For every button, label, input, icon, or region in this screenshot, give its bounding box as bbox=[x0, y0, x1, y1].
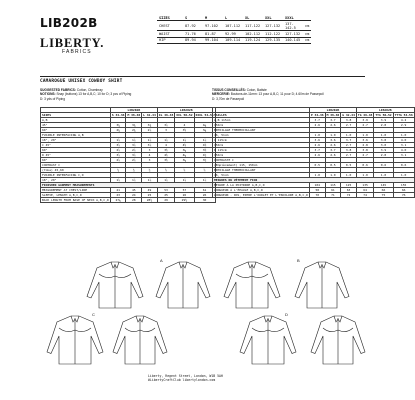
left-cell: 3 bbox=[142, 148, 158, 153]
right-cell: 155 bbox=[393, 183, 414, 188]
view-c-back-collar bbox=[136, 316, 144, 322]
left-section-label: FINISHED GARMENT MEASUREMENTS bbox=[41, 183, 216, 188]
left-cell: (Yoke) 45,60 bbox=[41, 168, 111, 173]
view-a-back-outline bbox=[156, 262, 210, 308]
brand-sub: FABRICS bbox=[62, 49, 92, 55]
left-cell: 2⅞ bbox=[126, 148, 142, 153]
left-cell: S 34-36 bbox=[111, 113, 125, 117]
view-label-b: B bbox=[297, 258, 300, 263]
size-chart-cell: 99-104 bbox=[203, 37, 223, 43]
left-cell: 4⅛ bbox=[157, 153, 174, 158]
view-a-front-outline bbox=[87, 262, 143, 308]
left-cell: 3⅛ bbox=[157, 158, 174, 163]
left-cell: 2¾ bbox=[126, 128, 142, 133]
right-cell: G 42-44 bbox=[342, 113, 355, 117]
right-cell: 2.7 bbox=[341, 143, 357, 148]
left-cell: C 45" bbox=[41, 143, 111, 148]
pattern-title: CAMAROGUE UNISEX COWBOY SHIRT bbox=[40, 79, 123, 84]
right-cell: 145 bbox=[374, 183, 393, 188]
right-row bbox=[213, 193, 415, 198]
left-cell: 1⅞ bbox=[194, 178, 215, 183]
left-cell: 4 bbox=[157, 143, 174, 148]
left-cell: ⅝ bbox=[175, 168, 194, 173]
left-cell: 26 bbox=[175, 193, 194, 198]
left-cell: 3¼ bbox=[175, 158, 194, 163]
right-cell: 1.0 bbox=[341, 173, 357, 178]
right-cell: 0.6 bbox=[356, 163, 373, 168]
right-cell: 2.6 bbox=[325, 143, 341, 148]
size-chart bbox=[157, 15, 311, 44]
right-cell: 2.6 bbox=[325, 153, 341, 158]
view-a-back-collar bbox=[179, 262, 187, 268]
left-cell: XXL 50-52 bbox=[176, 113, 193, 117]
size-chart-cell: 127-132 bbox=[263, 21, 283, 31]
right-table bbox=[212, 107, 415, 198]
right-cell: 1.0 bbox=[356, 133, 373, 138]
left-cell: 1⅞ bbox=[175, 138, 194, 143]
right-cell: 75 bbox=[374, 193, 393, 198]
view-label-c: C bbox=[92, 312, 95, 317]
footer bbox=[148, 374, 223, 383]
left-cell: MEASUREMENT AT CHEST/LINE bbox=[41, 188, 111, 193]
left-cell: 1⅞ bbox=[175, 178, 194, 183]
view-c-front bbox=[47, 316, 103, 364]
right-cell: 66 bbox=[393, 188, 414, 193]
size-chart-cell: 89-94 bbox=[183, 37, 203, 43]
left-cell: 3¼ bbox=[175, 148, 194, 153]
suggested-fabrics: Cotton, Chambray bbox=[76, 88, 103, 92]
left-cell: 3¾ bbox=[126, 123, 142, 128]
size-chart-cell: 117-122 bbox=[243, 21, 263, 31]
size-chart-cell: L bbox=[223, 15, 243, 21]
notions-extra: D: 3 yds of Piping bbox=[40, 96, 65, 101]
right-cell: 3.8 bbox=[356, 148, 373, 153]
left-cell: 3⅞ bbox=[110, 143, 126, 148]
left-cell: 29 bbox=[157, 198, 174, 203]
title-rule bbox=[40, 76, 365, 77]
view-d-front-yoke bbox=[252, 328, 284, 332]
view-c-front-outline bbox=[47, 316, 103, 364]
right-cell: 1.0 bbox=[393, 133, 414, 138]
size-chart-cell: XXXL bbox=[283, 15, 303, 21]
right-cell: 4.0 bbox=[393, 148, 414, 153]
size-chart-cell: WAIST bbox=[157, 31, 183, 37]
right-cell: 70 bbox=[309, 193, 325, 198]
left-cell: 57 bbox=[175, 188, 194, 193]
right-cell: 1.0 bbox=[309, 133, 325, 138]
right-cell: LONGUEUR - DOS, ENTRE L'OURLET ET L'ENCOLURE A,B,C,D bbox=[214, 193, 308, 197]
right-cell: TTTG 54-56 bbox=[394, 113, 413, 117]
view-d-front-outline bbox=[240, 316, 296, 364]
right-cell: 61 bbox=[325, 188, 341, 193]
left-cell: 3⅞ bbox=[110, 153, 126, 158]
view-c-back-outline bbox=[113, 316, 167, 364]
view-b-front-yoke bbox=[236, 274, 268, 278]
size-chart-cell: cm bbox=[305, 31, 310, 36]
right-cell: 1.0 bbox=[325, 133, 341, 138]
view-a-front-yoke bbox=[99, 274, 131, 278]
right-cell: ENTOILAGE THERMOCOLLANT bbox=[213, 128, 310, 133]
left-cell: 28 bbox=[126, 198, 142, 203]
left-cell: 4¼ bbox=[194, 123, 215, 128]
right-cell: 3.7 bbox=[325, 118, 341, 123]
view-c-back bbox=[113, 316, 167, 364]
right-cell: 150cm bbox=[213, 123, 310, 128]
size-chart-cell: 81-87 bbox=[203, 31, 223, 37]
right-cell: 3.6 bbox=[309, 138, 325, 143]
size-chart-cell: SIZES bbox=[157, 15, 183, 21]
left-cell: 4½ bbox=[194, 153, 215, 158]
right-cell: CONTRASTE C bbox=[213, 158, 310, 163]
left-cell: M 38-40 bbox=[127, 113, 141, 117]
view-d-back-outline bbox=[311, 316, 365, 364]
size-chart-cell: 87-92 bbox=[183, 21, 203, 31]
left-row bbox=[41, 198, 216, 203]
right-cell: 2.7 bbox=[356, 123, 373, 128]
size-chart-cell: 129-135 bbox=[263, 37, 283, 43]
right-cell: P 34-36 bbox=[310, 113, 324, 117]
size-chart-row bbox=[157, 37, 311, 43]
left-cell: 4⅛ bbox=[175, 143, 194, 148]
right-cell: (Empiècement) 115, 150cm bbox=[213, 163, 310, 168]
left-cell: 26 bbox=[194, 193, 215, 198]
size-chart-cell: 97-102 bbox=[203, 21, 223, 31]
left-cell: 3¾ bbox=[142, 123, 158, 128]
right-cell: 2.9 bbox=[393, 123, 414, 128]
left-cell: 3¼ bbox=[194, 128, 215, 133]
size-chart-row bbox=[157, 21, 311, 31]
left-cell: 18", 20" bbox=[41, 138, 111, 143]
view-d-front-collar bbox=[264, 316, 272, 322]
left-cell: XL 46-48 bbox=[158, 113, 174, 117]
left-cell: 61 bbox=[194, 188, 215, 193]
view-a-front-collar bbox=[111, 262, 119, 268]
view-b-back-outline bbox=[295, 262, 349, 308]
view-b-front bbox=[224, 262, 280, 308]
left-cell: 4⅜ bbox=[194, 143, 215, 148]
left-cell: SLEEVE, LENGTH A,B,C,D bbox=[41, 193, 111, 198]
right-cell: 46, 51cm bbox=[213, 133, 310, 138]
view-b-back-collar bbox=[318, 262, 326, 268]
left-cell: 1⅞ bbox=[110, 138, 126, 143]
left-cell: 3¾ bbox=[110, 123, 126, 128]
left-cell: 1⅞ bbox=[110, 178, 126, 183]
right-cell: 2.7 bbox=[341, 153, 357, 158]
fabrics-french bbox=[212, 88, 372, 101]
left-cell: FUSIBLE INTERFACING C,D bbox=[41, 173, 111, 178]
right-cell: 63 bbox=[341, 188, 357, 193]
left-cell: 25 bbox=[157, 193, 174, 198]
right-cell: 72 bbox=[341, 193, 357, 198]
right-cell: 2.6 bbox=[309, 123, 325, 128]
left-cell: 3⅞ bbox=[126, 153, 142, 158]
right-cell: 3.8 bbox=[341, 118, 357, 123]
left-cell: 60" bbox=[41, 148, 111, 153]
right-cell: 3.7 bbox=[341, 138, 357, 143]
right-cell: 3.9 bbox=[374, 118, 393, 123]
right-cell: 1.0 bbox=[393, 173, 414, 178]
right-cell: 64 bbox=[356, 188, 373, 193]
suggested-fabrics-label: SUGGESTED FABRICS: bbox=[40, 88, 76, 92]
size-chart-cell: 119-124 bbox=[243, 37, 263, 43]
left-cell: 25 bbox=[142, 193, 158, 198]
size-chart-cell: CHEST bbox=[157, 21, 183, 31]
right-cell: 0.5 bbox=[309, 163, 325, 168]
notions-fr-label: MERCERIE: bbox=[212, 92, 230, 97]
right-cell: 2.6 bbox=[325, 123, 341, 128]
size-chart-cell: XL bbox=[243, 15, 263, 21]
size-chart-cell: cm bbox=[303, 21, 311, 31]
view-b-front-collar bbox=[248, 262, 256, 268]
brand-logo bbox=[40, 36, 104, 55]
left-cell: 18", 20" bbox=[41, 178, 111, 183]
right-cell: 2.6 bbox=[309, 143, 325, 148]
notions-fr: Boutons-de-11mm: 13 pour A,B,C; 11 pour D; 4.60m de Passepoil bbox=[230, 92, 324, 97]
left-cell: 1⅞ bbox=[142, 138, 158, 143]
left-cell: 2⅞ bbox=[142, 128, 158, 133]
left-cell: 28½ bbox=[142, 198, 158, 203]
right-cell: 2.8 bbox=[374, 123, 393, 128]
left-cell: 3⅛ bbox=[175, 128, 194, 133]
right-cell: 2.6 bbox=[309, 153, 325, 158]
fabrics-english bbox=[40, 88, 190, 101]
right-cell: 3.9 bbox=[374, 148, 393, 153]
left-cell: 1⅞ bbox=[126, 178, 142, 183]
footer-links: #LibertyCraftClub libertylondon.com bbox=[148, 378, 216, 383]
right-cell: 0.5 bbox=[325, 163, 341, 168]
left-cell: CONTRAST C bbox=[41, 163, 111, 168]
right-cell: TAILLES bbox=[213, 113, 310, 118]
size-chart-cell: 71-76 bbox=[183, 31, 203, 37]
left-cell: 49 bbox=[142, 188, 158, 193]
left-cell: 4 bbox=[142, 153, 158, 158]
left-cell: ½ bbox=[142, 168, 158, 173]
left-cell: BACK LENGTH FROM BASE OF NECK A,B,C,D bbox=[42, 198, 109, 202]
left-cell: ½ bbox=[110, 168, 126, 173]
notions: Snap (buttons) 13 for A,B,C; 10 for D; 3 pcs of Piping bbox=[56, 92, 132, 97]
right-cell: 74 bbox=[356, 193, 373, 198]
right-cell: A,B 115cm bbox=[213, 118, 310, 123]
size-chart-cell: 107-112 bbox=[223, 21, 243, 31]
left-cell: 24 bbox=[126, 193, 142, 198]
right-cell: 3.7 bbox=[325, 148, 341, 153]
left-cell: 2⅞ bbox=[110, 158, 126, 163]
left-cell: 3⅛ bbox=[157, 148, 174, 153]
size-chart-cell: S bbox=[183, 15, 203, 21]
notions-fr-extra: D: 3,70m de Passepoil bbox=[212, 96, 245, 101]
right-cell: 3.9 bbox=[356, 118, 373, 123]
right-cell: 3.7 bbox=[309, 118, 325, 123]
view-b-back bbox=[295, 262, 349, 308]
view-label-a: A bbox=[160, 258, 163, 263]
left-cell: 30 bbox=[194, 198, 215, 203]
notions-label: NOTIONS: bbox=[40, 92, 56, 97]
left-cell: 27¼ bbox=[110, 198, 126, 203]
left-cell: ½ bbox=[126, 168, 142, 173]
right-cell: M 38-40 bbox=[326, 113, 340, 117]
right-cell: 2.7 bbox=[356, 153, 373, 158]
view-a-front bbox=[87, 262, 143, 308]
left-cell: 4 bbox=[175, 123, 194, 128]
left-cell: 2⅞ bbox=[110, 148, 126, 153]
left-cell: 23 bbox=[110, 193, 126, 198]
right-cell: 3.1 bbox=[393, 153, 414, 158]
view-c-back-yoke bbox=[125, 328, 155, 332]
left-cell: 3⅞ bbox=[142, 143, 158, 148]
right-cell: 1.0 bbox=[341, 133, 357, 138]
right-cell: 0.6 bbox=[374, 163, 393, 168]
left-cell: D 45" bbox=[41, 153, 111, 158]
size-chart-cell: 102-112 bbox=[243, 31, 263, 37]
view-c-front-collar bbox=[71, 316, 79, 322]
right-cell: 46, 51cm bbox=[213, 173, 310, 178]
right-cell: 3.6 bbox=[325, 138, 341, 143]
left-cell: 29½ bbox=[175, 198, 194, 203]
size-chart-cell: 140-145 bbox=[283, 37, 303, 43]
size-chart-cell: 109-114 bbox=[223, 37, 243, 43]
left-cell: 53 bbox=[157, 188, 174, 193]
right-cell: LONGUEUR À L'ÉPAULE A,B,C,D bbox=[213, 188, 310, 193]
left-cell: 45 bbox=[126, 188, 142, 193]
size-chart-cell: 92-99 bbox=[223, 31, 243, 37]
suggested-fabrics-fr-label: TISSUS CONSEILLÉS: bbox=[212, 88, 246, 92]
left-cell: L 42-44 bbox=[143, 113, 156, 117]
left-cell: 45" bbox=[41, 123, 111, 128]
right-cell: 3.1 bbox=[393, 143, 414, 148]
left-cell: ⅝ bbox=[157, 168, 174, 173]
right-cell: TTG 50-52 bbox=[375, 113, 392, 117]
right-group-label: LIB202B bbox=[356, 108, 414, 113]
right-cell: 0.6 bbox=[393, 163, 414, 168]
right-cell: 115 bbox=[325, 183, 341, 188]
left-group-label: LIB202B bbox=[157, 108, 215, 113]
right-cell: 71 bbox=[325, 193, 341, 198]
left-cell: XXXL 54-56 bbox=[195, 113, 214, 117]
right-cell: 66 bbox=[374, 188, 393, 193]
view-label-d: D bbox=[285, 312, 288, 317]
brand-name: LIBERTY. bbox=[40, 36, 105, 50]
right-section-label: MESURES DU VÊTEMENT FINI bbox=[213, 178, 415, 183]
view-d-back-yoke bbox=[323, 328, 353, 332]
left-cell: 60" bbox=[41, 128, 111, 133]
right-cell: 104 bbox=[309, 183, 325, 188]
left-cell: FUSIBLE INTERFACING A,B bbox=[41, 133, 111, 138]
view-d-back bbox=[311, 316, 365, 364]
size-chart-cell: 137-142.5 bbox=[283, 21, 303, 31]
left-cell: 1⅞ bbox=[157, 178, 174, 183]
left-group-label: LIB202B bbox=[110, 108, 157, 113]
right-cell: 125 bbox=[341, 183, 357, 188]
size-chart-cell: cm bbox=[305, 38, 310, 43]
left-cell: 3 bbox=[157, 128, 174, 133]
right-cell: D 115cm bbox=[213, 148, 310, 153]
right-cell: 2.8 bbox=[374, 153, 393, 158]
right-cell: ENTOILAGE THERMOCOLLANT bbox=[213, 168, 310, 173]
right-cell: 135 bbox=[356, 183, 373, 188]
left-cell: 2⅞ bbox=[126, 158, 142, 163]
view-a-back bbox=[156, 262, 210, 308]
right-cell: 1.0 bbox=[325, 173, 341, 178]
right-cell: 150cm bbox=[213, 153, 310, 158]
right-cell: 76 bbox=[393, 193, 414, 198]
size-chart-cell: HIP bbox=[157, 37, 183, 43]
right-cell: 1.0 bbox=[374, 173, 393, 178]
left-table bbox=[40, 107, 216, 203]
right-cell: 1.0 bbox=[309, 173, 325, 178]
right-cell: TG 46-48 bbox=[357, 113, 373, 117]
left-cell: 2¾ bbox=[110, 128, 126, 133]
pattern-code: LIB202B bbox=[40, 16, 98, 30]
left-cell: A,B bbox=[41, 118, 111, 123]
right-cell: 3.7 bbox=[309, 148, 325, 153]
left-cell: 4¼ bbox=[175, 153, 194, 158]
view-d-back-collar bbox=[334, 316, 342, 322]
suggested-fabrics-fr: Coton, Batiste bbox=[246, 88, 267, 92]
left-cell: 60" bbox=[41, 158, 111, 163]
right-cell: 4.0 bbox=[393, 138, 414, 143]
view-c-front-yoke bbox=[59, 328, 91, 332]
left-cell: 41 bbox=[110, 188, 126, 193]
footer-address: Liberty, Regent Street, London, W1B 5AH bbox=[148, 374, 223, 378]
right-cell: 2.8 bbox=[356, 143, 373, 148]
left-cell: 3⅜ bbox=[194, 148, 215, 153]
right-cell: 3.0 bbox=[374, 143, 393, 148]
right-cell: 2.7 bbox=[341, 123, 357, 128]
left-cell: 3⅞ bbox=[157, 123, 174, 128]
left-cell: 3⅞ bbox=[126, 143, 142, 148]
size-chart-cell: XXL bbox=[263, 15, 283, 21]
left-cell: 3½ bbox=[194, 158, 215, 163]
size-chart-cell: M bbox=[203, 15, 223, 21]
right-cell: MESURE À LA POITRINE A,B,C,D bbox=[213, 183, 310, 188]
right-cell: 1.0 bbox=[356, 173, 373, 178]
left-cell: ⅝ bbox=[194, 168, 215, 173]
right-cell: 150cm bbox=[213, 143, 310, 148]
right-cell: 1.0 bbox=[374, 133, 393, 138]
right-cell: C 115cm bbox=[213, 138, 310, 143]
view-b-front-outline bbox=[224, 262, 280, 308]
left-cell: SIZES bbox=[41, 113, 111, 118]
right-group-label: LIB202B bbox=[309, 108, 356, 113]
right-cell: 0.5 bbox=[341, 163, 357, 168]
right-cell: 58 bbox=[309, 188, 325, 193]
right-cell: 3.8 bbox=[341, 148, 357, 153]
left-cell: 1⅞ bbox=[126, 138, 142, 143]
size-chart-cell: 112-122 bbox=[263, 31, 283, 37]
left-cell: 1⅞ bbox=[194, 138, 215, 143]
view-d-front bbox=[240, 316, 296, 364]
left-cell: 1⅞ bbox=[142, 178, 158, 183]
left-cell: 3 bbox=[142, 158, 158, 163]
right-cell: 3.6 bbox=[356, 138, 373, 143]
right-cell: 3.8 bbox=[374, 138, 393, 143]
left-cell: 1⅞ bbox=[157, 138, 174, 143]
right-cell: 4.2 bbox=[393, 118, 414, 123]
size-chart-cell: 127-132 bbox=[283, 31, 303, 37]
